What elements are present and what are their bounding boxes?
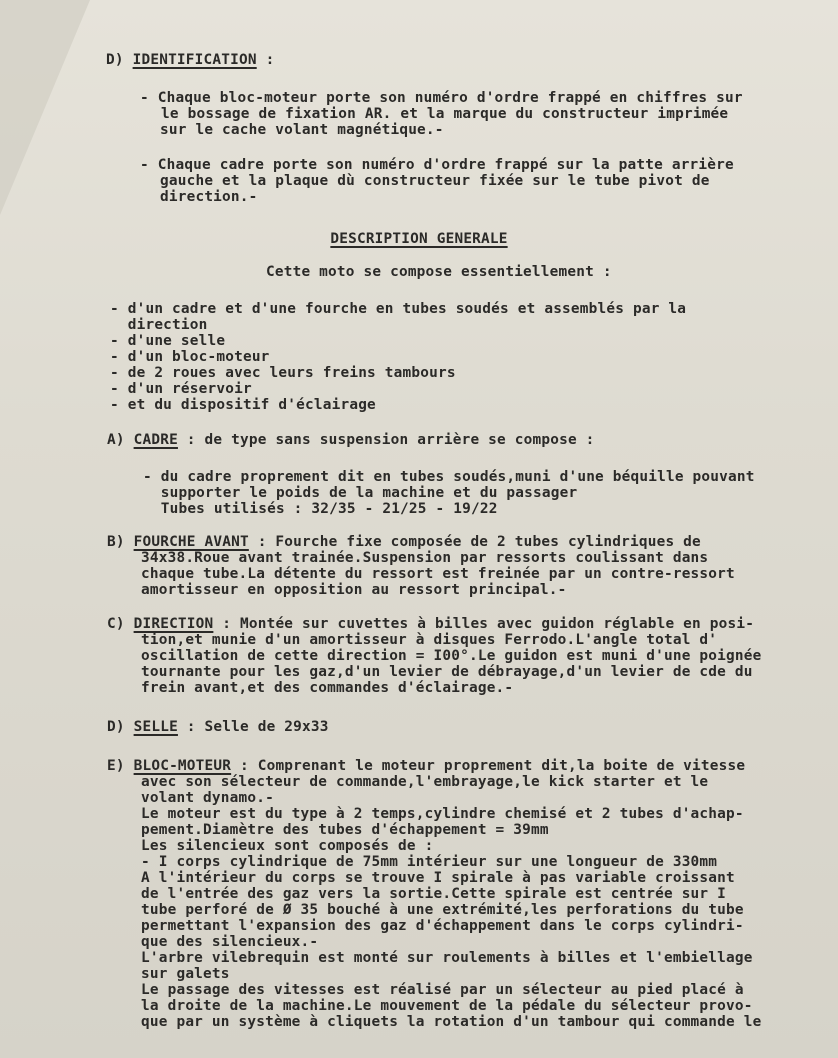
list-item: - d'un bloc-moteur	[110, 349, 270, 365]
title-text: DESCRIPTION GENERALE	[330, 231, 508, 247]
list-item: - d'un réservoir	[110, 381, 252, 397]
fourche-heading	[107, 534, 701, 550]
text-line: sur le cache volant magnétique.-	[160, 122, 444, 138]
identification-heading	[106, 52, 274, 68]
selle-heading	[107, 719, 329, 735]
section-title: IDENTIFICATION	[132, 52, 257, 68]
description-intro: Cette moto se compose essentiellement :	[266, 264, 612, 280]
section-letter: D)	[106, 52, 124, 68]
section-title: CADRE	[133, 432, 178, 448]
section-letter: E)	[107, 758, 125, 774]
text-line: - du cadre proprement dit en tubes soudés,muni d'une béquille pouvant	[143, 469, 755, 485]
text-line: - I corps cylindrique de 75mm intérieur sur une longueur de 330mm	[141, 854, 718, 870]
text-line: de l'entrée des gaz vers la sortie.Cette spirale est centrée sur I	[141, 886, 727, 902]
text-line: direction.-	[160, 189, 258, 205]
text-line: - Chaque bloc-moteur porte son numéro d'ordre frappé en chiffres sur	[140, 90, 743, 106]
section-letter: D)	[107, 719, 125, 735]
text-line: que des silencieux.-	[141, 934, 319, 950]
text-line: le bossage de fixation AR. et la marque du constructeur imprimée	[161, 106, 729, 122]
text-line: amortisseur en opposition au ressort principal.-	[141, 582, 567, 598]
text-line: pement.Diamètre des tubes d'échappement = 39mm	[141, 822, 549, 838]
section-letter: A)	[107, 432, 125, 448]
text-line: permettant l'expansion des gaz d'échappement dans le corps cylindri-	[141, 918, 744, 934]
section-letter: C)	[107, 616, 125, 632]
text-line: A l'intérieur du corps se trouve I spirale à pas variable croissant	[141, 870, 735, 886]
text-line: supporter le poids de la machine et du passager	[143, 485, 578, 501]
list-item: direction	[110, 317, 208, 333]
section-title: BLOC-MOTEUR	[133, 758, 232, 774]
text-line: Le passage des vitesses est réalisé par un sélecteur au pied placé à	[141, 982, 744, 998]
text-line: L'arbre vilebrequin est monté sur roulements à billes et l'embiellage	[141, 950, 753, 966]
cadre-heading	[107, 432, 595, 448]
text-line: que par un système à cliquets la rotation d'un tambour qui commande le	[141, 1014, 762, 1030]
text-line: frein avant,et des commandes d'éclairage.-	[141, 680, 514, 696]
text-line: la droite de la machine.Le mouvement de la pédale du sélecteur provo-	[141, 998, 753, 1014]
text-line: - Chaque cadre porte son numéro d'ordre frappé sur la patte arrière	[140, 157, 734, 173]
section-title: FOURCHE AVANT	[133, 534, 249, 550]
text-line: Tubes utilisés : 32/35 - 21/25 - 19/22	[143, 501, 498, 517]
section-title: SELLE	[133, 719, 178, 735]
heading-rest: : Montée sur cuvettes à billes avec guidon réglable en posi-	[213, 616, 755, 632]
text-line: Les silencieux sont composés de :	[141, 838, 434, 854]
text-line: chaque tube.La détente du ressort est freinée par un contre-ressort	[141, 566, 735, 582]
bloc-heading	[107, 758, 745, 774]
folded-corner	[0, 0, 90, 215]
text-line: sur galets	[141, 966, 230, 982]
text-line: tion,et munie d'un amortisseur à disques Ferrodo.L'angle total d'	[141, 632, 718, 648]
description-title	[0, 231, 838, 247]
heading-colon: :	[265, 52, 275, 68]
text-line: tournante pour les gaz,d'un levier de débrayage,d'un levier de cde du	[141, 664, 753, 680]
list-item: - et du dispositif d'éclairage	[110, 397, 376, 413]
text-line: Le moteur est du type à 2 temps,cylindre chemisé et 2 tubes d'achap-	[141, 806, 744, 822]
text-line: volant dynamo.-	[141, 790, 274, 806]
section-letter: B)	[107, 534, 125, 550]
list-item: - d'une selle	[110, 333, 226, 349]
section-title: DIRECTION	[133, 616, 214, 632]
text-line: tube perforé de Ø 35 bouché à une extrémité,les perforations du tube	[141, 902, 744, 918]
text-line: gauche et la plaque dù constructeur fixée sur le tube pivot de	[160, 173, 710, 189]
direction-heading	[107, 616, 754, 632]
list-item: - de 2 roues avec leurs freins tambours	[110, 365, 456, 381]
heading-rest: : Comprenant le moteur proprement dit,la boite de vitesse	[231, 758, 746, 774]
text-line: oscillation de cette direction = I00°.Le guidon est muni d'une poignée	[141, 648, 762, 664]
heading-rest: : de type sans suspension arrière se compose :	[177, 432, 595, 448]
text-line: avec son sélecteur de commande,l'embrayage,le kick starter et le	[141, 774, 709, 790]
list-item: - d'un cadre et d'une fourche en tubes soudés et assemblés par la	[110, 301, 687, 317]
heading-rest: : Selle de 29x33	[177, 719, 329, 735]
heading-rest: : Fourche fixe composée de 2 tubes cylindriques de	[248, 534, 701, 550]
text-line: 34x38.Roue avant trainée.Suspension par ressorts coulissant dans	[141, 550, 709, 566]
